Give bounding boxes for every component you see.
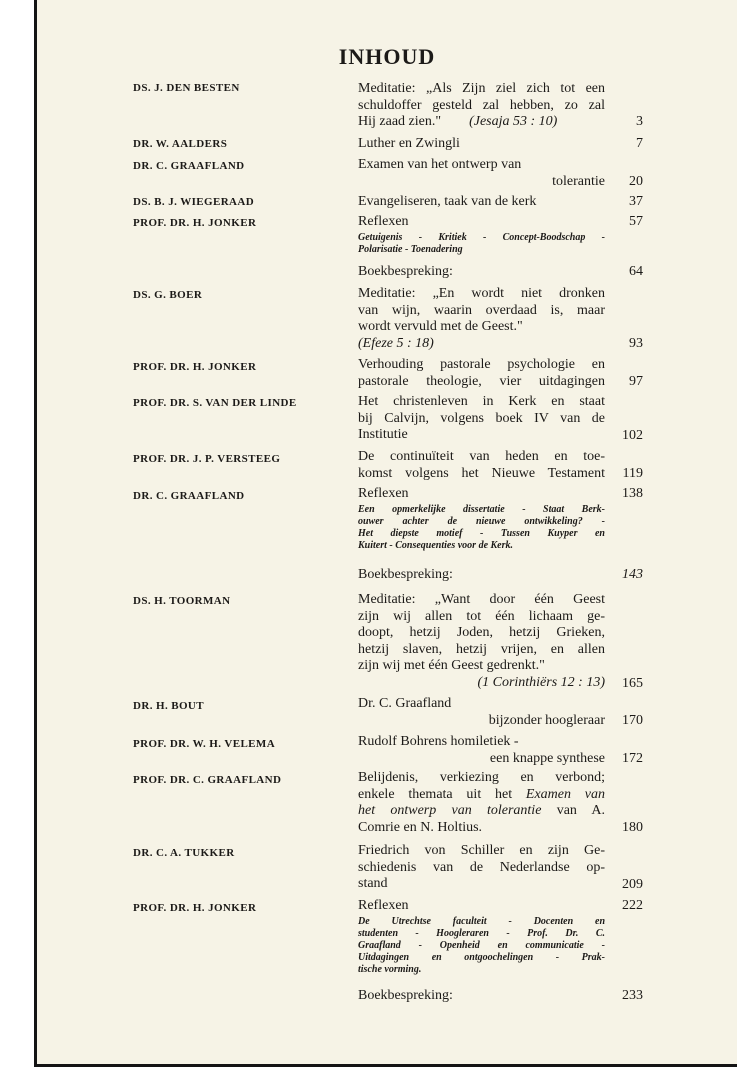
entry-author: PROF. DR. W. H. VELEMA: [133, 738, 276, 750]
entry-title: [358, 449, 605, 482]
entry-author: PROF. DR. H. JONKER: [133, 361, 257, 373]
title-line: schiedenis van de Nederlandse op-: [358, 859, 605, 875]
entry-author: DS. H. TOORMAN: [133, 595, 231, 607]
entry-author: DR. W. AALDERS: [133, 138, 228, 150]
page-number: 97: [629, 374, 643, 389]
page-number: 20: [629, 174, 643, 189]
title-line: Belijdenis, verkiezing en verbond;: [358, 770, 605, 785]
title-line: Dr. C. Graafland: [358, 696, 452, 711]
entry-title: [358, 843, 605, 893]
entry-author: DS. J. DEN BESTEN: [133, 82, 240, 94]
italic-title: Examen van: [525, 786, 606, 802]
entry-title: [358, 770, 605, 836]
title-line: Meditatie: „En wordt niet dronken: [358, 286, 605, 301]
title-line: Reflexen: [358, 898, 409, 913]
scripture-reference: (Efeze 5 : 18): [358, 335, 434, 351]
topic-line: De Utrechtse faculteit - Docenten en: [358, 915, 605, 927]
title-line: bij Calvijn, volgens boek IV van de: [358, 410, 605, 426]
page-number: 222: [622, 898, 643, 913]
book-review-label: Boekbespreking:: [358, 567, 453, 582]
topic-line: Een opmerkelijke dissertatie - Staat Berk-: [358, 503, 605, 515]
title-line: wordt vervuld met de Geest.": [358, 319, 523, 334]
topic-list: [358, 232, 605, 256]
topic-line: Het diepste motief - Tussen Kuyper en: [358, 527, 605, 539]
page-number: 172: [622, 751, 643, 766]
topic-line: tische vorming.: [358, 963, 422, 975]
title-line: pastorale theologie, vier uitdagingen: [358, 373, 605, 389]
review-page-number: 64: [629, 264, 643, 279]
review-page-number: 143: [622, 567, 643, 582]
page-number: 119: [622, 466, 643, 481]
topic-line: Uitdagingen en ontgoochelingen - Prak-: [358, 951, 605, 963]
topic-line: studenten - Hoogleraren - Prof. Dr. C.: [358, 927, 605, 939]
title-line: Luther en Zwingli: [358, 136, 460, 151]
title-line: tolerantie: [552, 173, 605, 189]
title-line: zijn wij met één Geest gedrenkt.": [358, 658, 545, 673]
page-number: 57: [629, 214, 643, 229]
title-line: Reflexen: [358, 486, 409, 501]
review-page-number: 233: [622, 988, 643, 1003]
entry-title: [358, 194, 605, 211]
entry-title: [358, 394, 605, 444]
page-number: 209: [622, 877, 643, 892]
entry-author: DS. B. J. WIEGERAAD: [133, 196, 255, 208]
topic-list: [358, 504, 605, 552]
page-number: 180: [622, 820, 643, 835]
entry-title: [358, 136, 605, 153]
title-line: De continuïteit van heden en toe-: [358, 449, 605, 464]
document-page: [34, 0, 737, 1067]
title-line: schuldoffer gesteld zal hebben, zo zal: [358, 97, 605, 113]
title-line: [358, 114, 605, 131]
entry-author: PROF. DR. H. JONKER: [133, 902, 257, 914]
entry-author: PROF. DR. J. P. VERSTEEG: [133, 453, 281, 465]
title-line: hetzij slaven, hetzij vrijen, en allen: [358, 641, 605, 657]
title-line: Verhouding pastorale psychologie en: [358, 357, 605, 372]
entry-author: DS. G. BOER: [133, 289, 203, 301]
title-line: Reflexen: [358, 214, 409, 229]
entry-author: PROF. DR. C. GRAAFLAND: [133, 774, 282, 786]
entry-author: PROF. DR. S. VAN DER LINDE: [133, 397, 297, 409]
title-line: Examen van het ontwerp van: [358, 157, 522, 172]
topic-line: Polarisatie - Toenadering: [358, 243, 463, 255]
entry-title: [358, 898, 605, 976]
entry-title: [358, 286, 605, 352]
title-line: Meditatie: „Want door één Geest: [358, 592, 605, 607]
topic-list: [358, 916, 605, 976]
page-number: 165: [622, 676, 643, 691]
scripture-reference: (Jesaja 53 : 10): [469, 114, 558, 129]
page-title: INHOUD: [338, 44, 436, 69]
page-number: 93: [629, 336, 643, 351]
topic-line: Kuitert - Consequenties voor de Kerk.: [358, 539, 514, 551]
title-line: komst volgens het Nieuwe Testament: [358, 465, 605, 481]
title-line: Rudolf Bohrens homiletiek -: [358, 734, 519, 749]
book-review-label: Boekbespreking:: [358, 264, 453, 279]
page-number: 7: [636, 136, 643, 151]
title-line: Evangeliseren, taak van de kerk: [358, 194, 537, 209]
title-line: Institutie: [358, 427, 408, 442]
topic-line: ouwer achter de nieuwe ontwikkeling? -: [358, 515, 605, 527]
entry-author: PROF. DR. H. JONKER: [133, 217, 257, 229]
title-line: Meditatie: „Als Zijn ziel zich tot een: [358, 81, 605, 96]
topic-line: Graafland - Openheid en communicatie -: [358, 939, 605, 951]
title-line: Friedrich von Schiller en zijn Ge-: [358, 843, 605, 858]
title-line: bijzonder hoogleraar: [488, 712, 605, 728]
page-number: 102: [622, 428, 643, 443]
entry-title: [358, 486, 605, 552]
title-line: zijn wij allen tot één lichaam ge-: [358, 608, 605, 624]
scripture-reference: (1 Corinthiërs 12 : 13): [477, 674, 605, 690]
entry-title: [358, 81, 605, 131]
entry-author: DR. H. BOUT: [133, 700, 205, 712]
title-line: het ontwerp van tolerantie van A.: [358, 803, 605, 818]
entry-author: DR. C. A. TUKKER: [133, 847, 235, 859]
title-line: een knappe synthese: [489, 750, 605, 766]
title-line: Comrie en N. Holtius.: [358, 819, 483, 835]
page-number: 138: [622, 486, 643, 501]
entry-author: DR. C. GRAAFLAND: [133, 490, 245, 502]
entry-title: [358, 734, 605, 767]
topic-line: Getuigenis - Kritiek - Concept-Boodschap -: [358, 231, 605, 243]
page-number: 3: [636, 114, 643, 129]
entry-author: DR. C. GRAAFLAND: [133, 160, 245, 172]
title-line: Het christenleven in Kerk en staat: [358, 394, 605, 409]
book-review-label: Boekbespreking:: [358, 988, 453, 1003]
title-line: doopt, hetzij Joden, hetzij Grieken,: [358, 625, 605, 640]
title-line-text: Hij zaad zien.": [358, 114, 442, 129]
title-line: enkele themata uit het Examen van: [358, 786, 606, 802]
entry-title: [358, 696, 605, 729]
entry-title: [358, 157, 605, 190]
entry-title: [358, 592, 605, 691]
page-number: 170: [622, 713, 643, 728]
entry-title: [358, 214, 605, 256]
title-line: van wijn, waarin overdaad is, maar: [358, 302, 605, 318]
title-line: stand: [358, 876, 388, 891]
page-number: 37: [629, 194, 643, 209]
entry-title: [358, 357, 605, 390]
italic-title: het ontwerp van tolerantie: [358, 803, 542, 818]
